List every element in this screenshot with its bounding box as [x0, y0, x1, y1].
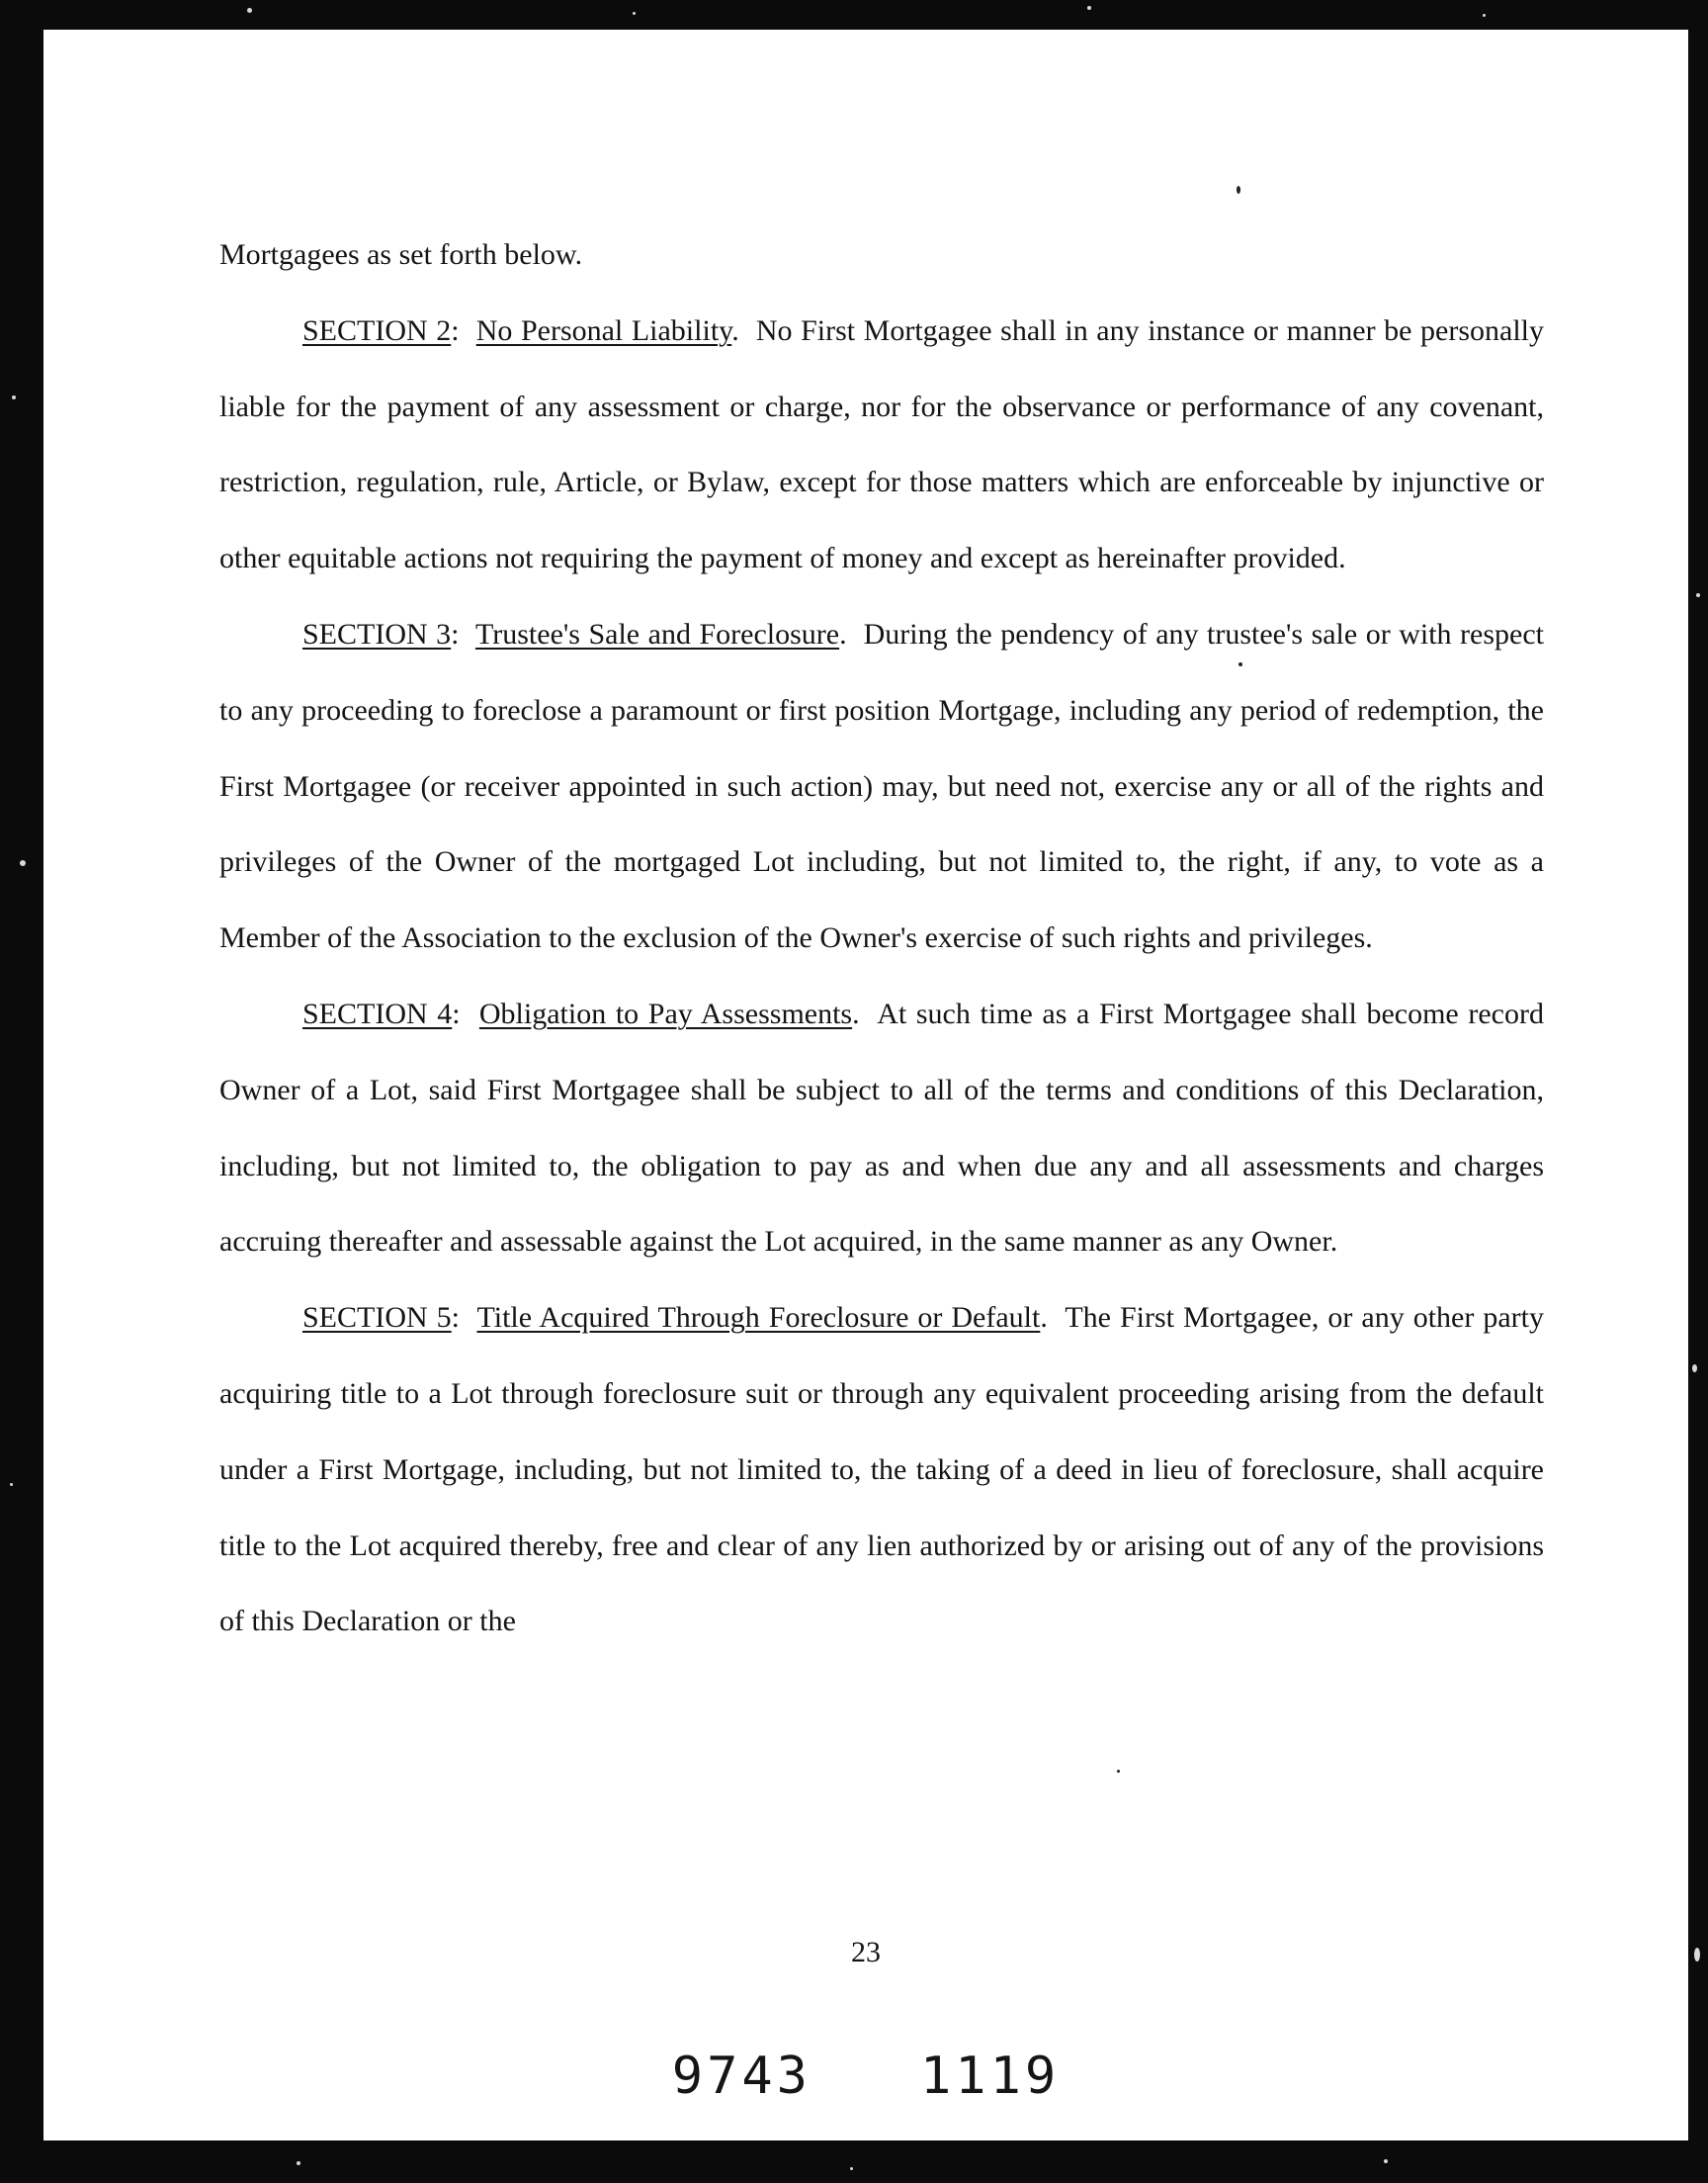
- recording-page-number: 1119: [920, 2047, 1061, 2106]
- scan-speck: [20, 860, 26, 866]
- scan-speck: [1692, 1364, 1697, 1372]
- scan-speck: [297, 2161, 300, 2165]
- section-2-label: SECTION 2: [302, 313, 452, 347]
- section-5-body: The First Mortgagee, or any other party acquiring title to a Lot through foreclosure suit or through any equivalent proceeding arising from the default under a First Mortgage, including, but not limited to, the taking of a deed in lieu of foreclosure, shall acquire title to the Lot acquired thereby, free and clear of any lien authorized by or arising out of any of the provisions of this Declaration or the: [219, 1301, 1544, 1638]
- scan-speck: [12, 395, 16, 399]
- section-2-heading: No Personal Liability: [475, 313, 732, 347]
- section-3-paragraph: SECTION 3: Trustee's Sale and Foreclosure. During the pendency of any trustee's sale or with respect to any proceeding to foreclose a paramount or first position Mortgage, including any period of redemption, the First Mortgagee (or receiver appointed in such action) may, but need not, exercise any or all of the rights and privileges of the Owner of the mortgaged Lot including, but not limited to, the right, if any, to vote as a Member of the Association to the exclusion of the Owner's exercise of such rights and privileges.: [219, 617, 1544, 955]
- section-2-body: No First Mortgagee shall in any instance or manner be personally liable for the payment of any assessment or charge, nor for the observance or performance of any covenant, restriction, regulation, rule, Article, or Bylaw, except for those matters which are enforceable by injunctive or other equitable actions not requiring the payment of money and except as hereinafter provided.: [219, 313, 1544, 575]
- scan-speck: [850, 2167, 853, 2170]
- section-3-body: During the pendency of any trustee's sale or with respect to any proceeding to foreclose a paramount or first position Mortgage, including any period of redemption, the First Mortgagee (or receiver appointed in such action) may, but need not, exercise any or all of the rights and privileges of the Owner of the mortgaged Lot including, but not limited to, the right, if any, to vote as a Member of the Association to the exclusion of the Owner's exercise of such rights and privileges.: [219, 617, 1544, 955]
- section-4-label: SECTION 4: [302, 997, 453, 1030]
- recording-stamp: [43, 2047, 1688, 2106]
- stray-ink-mark: [1117, 1770, 1120, 1773]
- scan-speck: [633, 12, 636, 15]
- scan-speck: [1694, 1948, 1700, 1962]
- document-body: [219, 218, 1544, 1660]
- section-5-paragraph: SECTION 5: Title Acquired Through Foreclosure or Default. The First Mortgagee, or any other party acquiring title to a Lot through foreclosure suit or through any equivalent proceeding arising from the default under a First Mortgage, including, but not limited to, the taking of a deed in lieu of foreclosure, shall acquire title to the Lot acquired thereby, free and clear of any lien authorized by or arising out of any of the provisions of this Declaration or the: [219, 1301, 1544, 1638]
- section-2-paragraph: SECTION 2: No Personal Liability. No First Mortgagee shall in any instance or manner be personally liable for the payment of any assessment or charge, nor for the observance or performance of any covenant, restriction, regulation, rule, Article, or Bylaw, except for those matters which are enforceable by injunctive or other equitable actions not requiring the payment of money and except as hereinafter provided.: [219, 313, 1544, 575]
- section-3-label: SECTION 3: [302, 617, 452, 651]
- document-page: [43, 30, 1688, 2140]
- scan-speck: [1087, 6, 1091, 10]
- section-3-heading: Trustee's Sale and Foreclosure: [474, 617, 840, 651]
- section-4-paragraph: SECTION 4: Obligation to Pay Assessments. At such time as a First Mortgagee shall become record Owner of a Lot, said First Mortgagee shall be subject to all of the terms and conditions of this Declaration, including, but not limited to, the obligation to pay as and when due any and all assessments and charges accruing thereafter and assessable against the Lot acquired, in the same manner as any Owner.: [219, 997, 1544, 1259]
- opening-line: Mortgagees as set forth below.: [219, 238, 583, 271]
- scan-speck: [1483, 14, 1486, 17]
- scan-speck: [1696, 593, 1700, 597]
- scan-speck: [247, 8, 252, 13]
- page-number: 23: [851, 1936, 881, 1968]
- scan-speck: [1384, 2159, 1388, 2163]
- section-4-heading: Obligation to Pay Assessments: [478, 997, 853, 1030]
- section-5-heading: Title Acquired Through Foreclosure or Default: [476, 1301, 1041, 1335]
- section-4-body: At such time as a First Mortgagee shall become record Owner of a Lot, said First Mortgagee shall be subject to all of the terms and conditions of this Declaration, including, but not limited to, the obligation to pay as and when due any and all assessments and charges accruing thereafter and assessable against the Lot acquired, in the same manner as any Owner.: [219, 997, 1544, 1259]
- recording-book-number: 9743: [671, 2047, 811, 2106]
- scan-speck: [10, 1483, 13, 1486]
- section-5-label: SECTION 5: [302, 1301, 452, 1335]
- stray-ink-mark: [1237, 186, 1240, 194]
